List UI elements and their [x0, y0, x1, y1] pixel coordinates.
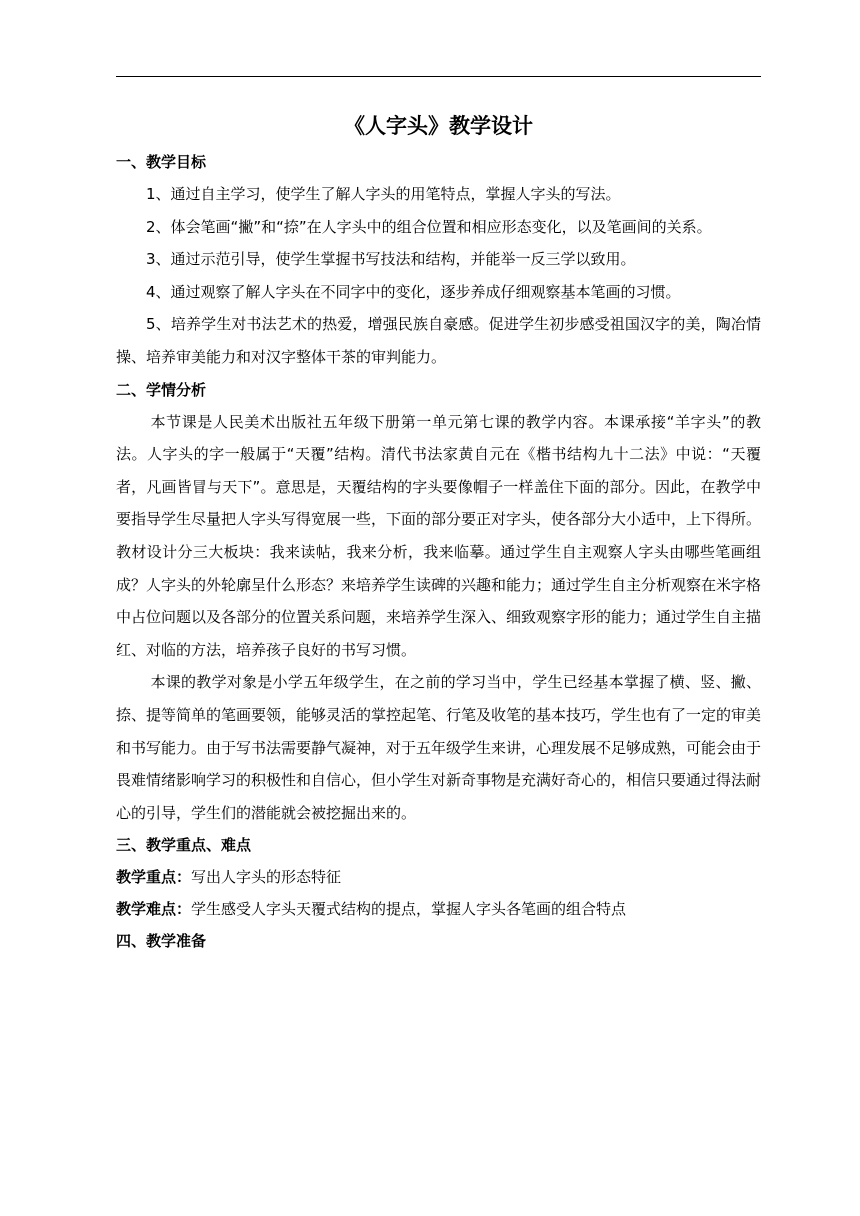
difficulty-label: 教学难点：: [116, 900, 192, 919]
objective-item-2: 2、体会笔画“撇”和“捺”在人字头中的组合位置和相应形态变化，以及笔画间的关系。: [146, 217, 712, 236]
analysis-paragraph-1: 本节课是人民美术出版社五年级下册第一单元第七课的教学内容。本课承接“羊字头”的教法。人字头的字一般属于“天覆”结构。清代书法家黄自元在《楷书结构九十二法》中说：“天覆者，凡画皆冒与天下”。意思是，天覆结构的字头要像帽子一样盖住下面的部分。因此，在教学中要指导学生尽量把人字头写得宽展一些，下面的部分要正对字头，使各部分大小适中，上下得所。教材设计分三大板块：我来读帖，我来分析，我来临摹。通过学生自主观察人字头由哪些笔画组成？人字头的外轮廓呈什么形态？来培养学生读碑的兴趣和能力；通过学生自主分析观察在米字格中占位问题以及各部分的位置关系问题，来培养学生深入、细致观察字形的能力；通过学生自主描红、对临的方法，培养孩子良好的书写习惯。: [116, 412, 762, 659]
difficulty-line: [116, 893, 761, 925]
objective-item-3: 3、通过示范引导，使学生掌握书写技法和结构，并能举一反三学以致用。: [146, 250, 636, 269]
analysis-paragraph-2: 本课的教学对象是小学五年级学生，在之前的学习当中，学生已经基本掌握了横、竖、撇、捺、提等简单的笔画要领，能够灵活的掌控起笔、行笔及收笔的基本技巧，学生也有了一定的审美和书写能力。由于写书法需要静气凝神，对于五年级学生来讲，心理发展不足够成熟，可能会由于畏难情绪影响学习的积极性和自信心，但小学生对新奇事物是充满好奇心的，相信只要通过得法耐心的引导，学生们的潜能就会被挖掘出来的。: [116, 673, 762, 822]
objective-item-5: 5、培养学生对书法艺术的热爱，增强民族自豪感。促进学生初步感受祖国汉字的美，陶冶情操、培养审美能力和对汉字整体干茶的审判能力。: [116, 315, 761, 366]
key-point-label: 教学重点：: [116, 868, 192, 887]
key-point-text: 写出人字头的形态特征: [191, 868, 342, 887]
objective-item-1: 1、通过自主学习，使学生了解人字头的用笔特点，掌握人字头的写法。: [146, 185, 621, 203]
document-body: [116, 106, 761, 957]
section-heading-preparation: 四、教学准备: [116, 932, 207, 951]
key-point-line: [116, 861, 761, 893]
section-heading-objectives: 一、教学目标: [116, 153, 207, 171]
objective-item-4: 4、通过观察了解人字头在不同字中的变化，逐步养成仔细观察基本笔画的习惯。: [146, 282, 681, 301]
header-rule: [116, 76, 761, 77]
document-title: 《人字头》教学设计: [344, 114, 533, 138]
section-heading-analysis: 二、学情分析: [116, 380, 207, 399]
difficulty-text: 学生感受人字头天覆式结构的提点，掌握人字头各笔画的组合特点: [191, 900, 627, 919]
section-heading-key-points: 三、教学重点、难点: [116, 836, 252, 855]
